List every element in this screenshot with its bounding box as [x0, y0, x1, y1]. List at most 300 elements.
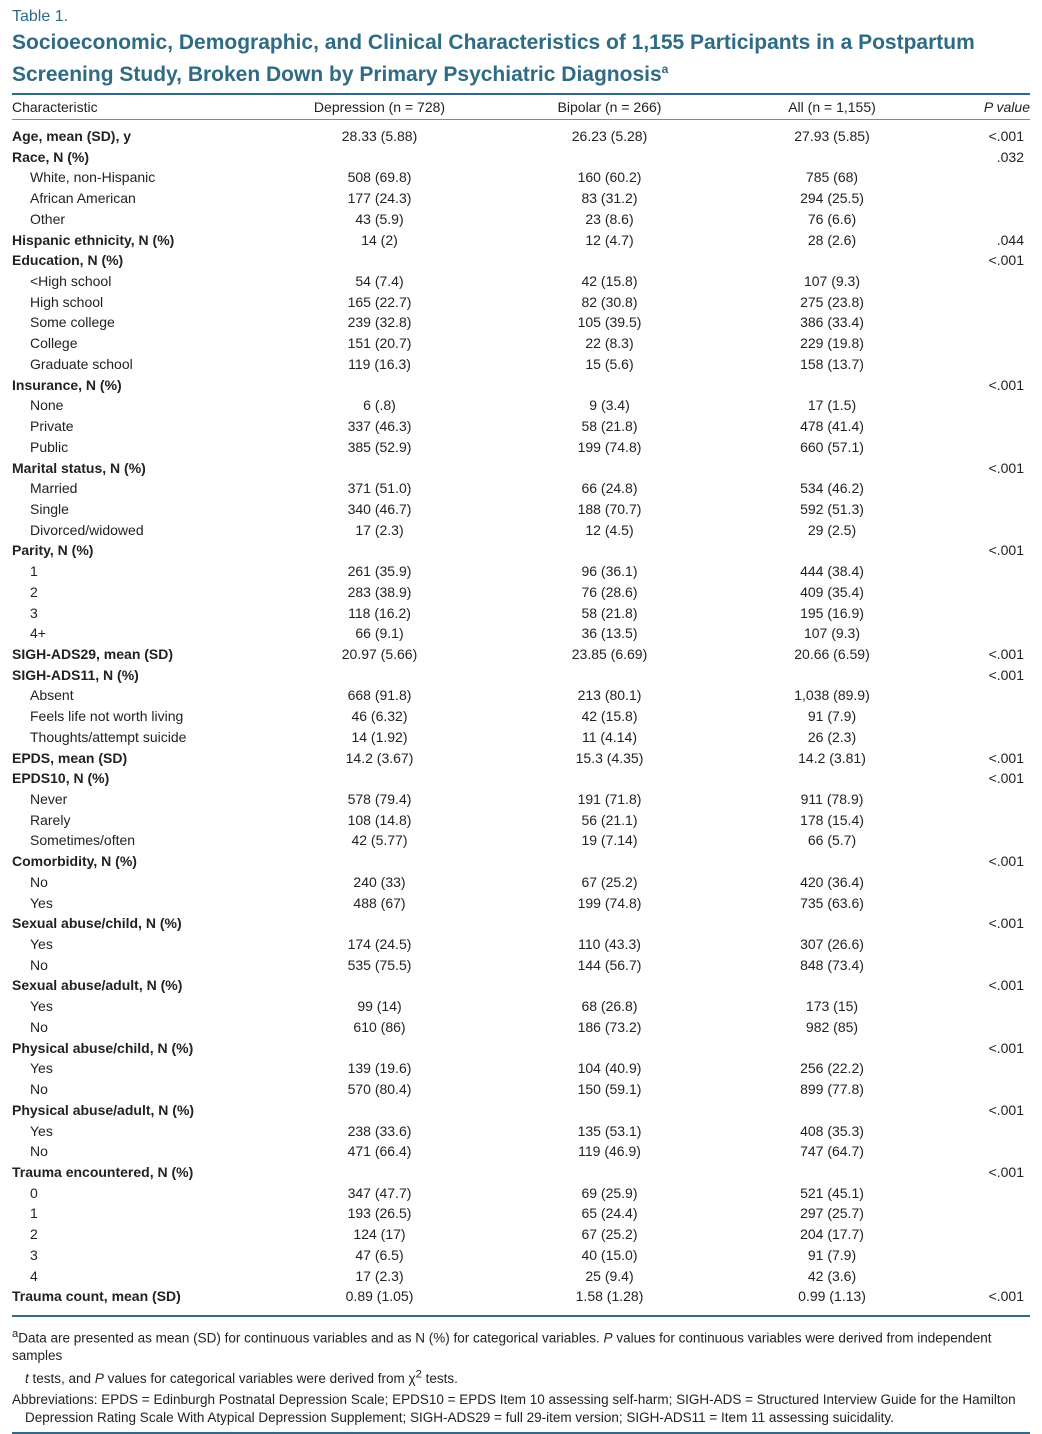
- table-title: [12, 30, 1030, 88]
- cell-bipolar: 12 (4.7): [585, 231, 634, 248]
- abbreviations-line-1: Abbreviations: EPDS = Edinburgh Postnatal Depression Scale; EPDS10 = EPDS Item 10 assessing self-harm; SIGH-ADS = Structured Interview Guide for the Hamilton: [12, 1391, 1016, 1407]
- cell-bipolar: 12 (4.5): [585, 521, 634, 538]
- row-label: No: [30, 1018, 48, 1035]
- cell-bipolar: 40 (15.0): [581, 1246, 638, 1263]
- row-label: 3: [30, 604, 38, 621]
- cell-bipolar: 105 (39.5): [577, 314, 642, 331]
- cell-depression: 28.33 (5.88): [341, 128, 418, 144]
- cell-p-value: <.001: [988, 666, 1024, 683]
- row-label: Never: [30, 791, 68, 807]
- row-label: No: [30, 873, 48, 890]
- cell-depression: [257, 768, 502, 789]
- cell-p-value: <.001: [988, 1039, 1024, 1056]
- footnote-a-italic-t: t: [25, 1370, 29, 1386]
- cell-all: 195 (16.9): [800, 604, 864, 621]
- cell-depression: 239 (32.8): [347, 314, 412, 331]
- cell-depression: 174 (24.5): [347, 936, 412, 953]
- cell-depression: 0.89 (1.05): [345, 1288, 414, 1305]
- row-label: Yes: [30, 998, 53, 1015]
- row-label: Private: [30, 418, 74, 435]
- cell-all: 911 (78.9): [800, 791, 864, 807]
- cell-bipolar: 82 (30.8): [581, 293, 638, 310]
- row-label: Trauma encountered, N (%): [12, 1163, 194, 1180]
- row-label: Thoughts/attempt suicide: [30, 728, 187, 745]
- cell-bipolar: 25 (9.4): [585, 1267, 634, 1284]
- row-label: Divorced/widowed: [30, 521, 144, 538]
- table-row-category: [12, 975, 1030, 996]
- table-row-category: [12, 375, 1030, 396]
- table-row-subcategory: [12, 789, 1030, 810]
- table-row-subcategory: [12, 167, 1030, 188]
- row-label: Feels life not worth living: [30, 708, 184, 725]
- row-label: Other: [30, 210, 66, 227]
- table-row-category: [12, 1038, 1030, 1059]
- row-label: SIGH-ADS11, N (%): [12, 666, 139, 683]
- cell-p-value: <.001: [988, 977, 1024, 994]
- cell-bipolar: 69 (25.9): [581, 1184, 638, 1201]
- table-row-category: [12, 665, 1030, 686]
- cell-bipolar: 23 (8.6): [585, 210, 634, 227]
- cell-depression: 14 (2): [361, 231, 398, 248]
- cell-p-value: [947, 520, 1030, 541]
- cell-all: 14.2 (3.81): [798, 749, 866, 766]
- cell-bipolar: 56 (21.1): [581, 811, 638, 828]
- cell-depression: 108 (14.8): [347, 811, 412, 828]
- cell-depression: [257, 540, 502, 561]
- header-row: [12, 95, 1030, 120]
- cell-all: 20.66 (6.59): [794, 645, 870, 662]
- cell-all: 444 (38.4): [800, 563, 864, 580]
- table-title-text: Socioeconomic, Demographic, and Clinical Characteristics of 1,155 Participants in a Postpartum Screening Study, Broken Down by Primary Psychiatric Diagnosis: [12, 31, 975, 86]
- column-header-characteristic: Characteristic: [12, 95, 257, 120]
- table-row-subcategory: [12, 582, 1030, 603]
- row-label: Trauma count, mean (SD): [12, 1288, 181, 1305]
- cell-bipolar: 58 (21.8): [581, 604, 638, 621]
- cell-bipolar: 42 (15.8): [581, 708, 638, 725]
- column-header-depression: Depression (n = 728): [257, 95, 502, 120]
- cell-all: [717, 851, 947, 872]
- table-row-subcategory: [12, 810, 1030, 831]
- cell-p-value: <.001: [988, 770, 1024, 787]
- table-row-subcategory: [12, 893, 1030, 914]
- row-label: Sexual abuse/child, N (%): [12, 915, 182, 932]
- cell-all: 229 (19.8): [800, 335, 864, 352]
- cell-p-value: <.001: [988, 376, 1024, 393]
- cell-p-value: [947, 582, 1030, 603]
- cell-p-value: [947, 209, 1030, 230]
- cell-depression: 238 (33.6): [347, 1122, 412, 1139]
- table-row-subcategory: [12, 872, 1030, 893]
- table-row-subcategory: [12, 1224, 1030, 1245]
- abbreviations-note: [12, 1391, 1030, 1427]
- cell-depression: [257, 1100, 502, 1121]
- cell-all: 848 (73.4): [800, 956, 864, 973]
- table-row-subcategory: [12, 603, 1030, 624]
- cell-depression: 570 (80.4): [347, 1081, 412, 1098]
- table-row-subcategory: [12, 354, 1030, 375]
- cell-all: 982 (85): [805, 1018, 859, 1035]
- cell-bipolar: 76 (28.6): [581, 583, 638, 600]
- cell-p-value: [947, 1245, 1030, 1266]
- cell-p-value: <.001: [988, 459, 1024, 476]
- table-row-subcategory: [12, 1017, 1030, 1038]
- cell-all: 899 (77.8): [800, 1081, 864, 1098]
- cell-p-value: [947, 478, 1030, 499]
- cell-depression: 43 (5.9): [355, 210, 404, 227]
- cell-all: 66 (5.7): [807, 832, 857, 849]
- footnote-a-text-3: tests, and: [28, 1370, 95, 1386]
- cell-p-value: [947, 333, 1030, 354]
- cell-depression: 42 (5.77): [351, 832, 408, 849]
- cell-all: 107 (9.3): [803, 625, 861, 642]
- cell-depression: [257, 913, 502, 934]
- cell-p-value: [947, 499, 1030, 520]
- cell-depression: 17 (2.3): [355, 1267, 404, 1284]
- footnote-a-text-1: Data are presented as mean (SD) for continuous variables and as N (%) for categorical variables.: [18, 1330, 604, 1346]
- cell-depression: 66 (9.1): [355, 625, 404, 642]
- cell-all: 660 (57.1): [800, 438, 864, 455]
- cell-all: [717, 1038, 947, 1059]
- cell-p-value: <.001: [988, 749, 1024, 766]
- row-label: 1: [30, 563, 38, 580]
- cell-all: [717, 1100, 947, 1121]
- cell-all: 42 (3.6): [807, 1267, 857, 1284]
- cell-bipolar: [502, 147, 717, 168]
- row-label: African American: [30, 190, 136, 207]
- cell-p-value: [947, 1183, 1030, 1204]
- cell-bipolar: 119 (46.9): [578, 1143, 641, 1160]
- cell-depression: 151 (20.7): [347, 335, 412, 352]
- cell-bipolar: [502, 913, 717, 934]
- cell-p-value: <.001: [988, 1163, 1024, 1180]
- table-row-category: [12, 1162, 1030, 1183]
- cell-all: [717, 1162, 947, 1183]
- cell-depression: [257, 458, 502, 479]
- row-label: Absent: [30, 687, 74, 704]
- cell-bipolar: 9 (3.4): [589, 397, 630, 414]
- cell-p-value: [947, 354, 1030, 375]
- table-row-subcategory: [12, 1183, 1030, 1204]
- row-label: 2: [30, 583, 38, 600]
- cell-bipolar: 160 (60.2): [577, 169, 642, 186]
- table-row-subcategory: [12, 1079, 1030, 1100]
- cell-depression: [257, 147, 502, 168]
- row-label: Graduate school: [30, 355, 133, 372]
- table-bottom-rule: [12, 1315, 1030, 1317]
- row-label: Yes: [30, 1060, 53, 1077]
- cell-bipolar: [502, 851, 717, 872]
- table-row-subcategory: [12, 1203, 1030, 1224]
- cell-depression: 240 (33): [353, 873, 406, 890]
- cell-depression: 337 (46.3): [347, 418, 412, 435]
- cell-p-value: [947, 830, 1030, 851]
- cell-all: [717, 458, 947, 479]
- cell-depression: 261 (35.9): [347, 563, 412, 580]
- cell-depression: 165 (22.7): [347, 293, 412, 310]
- cell-bipolar: 135 (53.1): [577, 1122, 642, 1139]
- cell-depression: 535 (75.5): [347, 956, 412, 973]
- table-row-subcategory: [12, 188, 1030, 209]
- cell-p-value: .032: [996, 148, 1024, 165]
- row-label: Public: [30, 438, 69, 455]
- table-row-subcategory: [12, 685, 1030, 706]
- cell-p-value: [947, 1266, 1030, 1287]
- row-label: 3: [30, 1246, 38, 1263]
- table-row-category: [12, 913, 1030, 934]
- footnote-a-italic-p2: P: [94, 1370, 104, 1386]
- cell-p-value: [947, 810, 1030, 831]
- cell-depression: [257, 250, 502, 271]
- cell-all: 747 (64.7): [800, 1143, 864, 1160]
- cell-p-value: [947, 1203, 1030, 1224]
- cell-all: 28 (2.6): [807, 231, 857, 248]
- row-label: Married: [30, 480, 78, 497]
- column-header-bipolar: Bipolar (n = 266): [502, 95, 717, 120]
- cell-bipolar: 58 (21.8): [581, 418, 638, 435]
- cell-bipolar: 67 (25.2): [581, 873, 638, 890]
- table-row-subcategory: [12, 271, 1030, 292]
- cell-bipolar: 96 (36.1): [581, 563, 638, 580]
- row-label: Comorbidity, N (%): [12, 853, 137, 870]
- cell-bipolar: 144 (56.7): [577, 956, 642, 973]
- cell-depression: 371 (51.0): [347, 480, 412, 497]
- row-label: Physical abuse/adult, N (%): [12, 1101, 195, 1118]
- cell-depression: 14 (1.92): [351, 728, 408, 745]
- table-header: [12, 95, 1030, 120]
- characteristics-table: [12, 95, 1030, 1307]
- cell-p-value: [947, 395, 1030, 416]
- cell-depression: 347 (47.7): [347, 1184, 412, 1201]
- cell-p-value: [947, 603, 1030, 624]
- table-row-category: [12, 768, 1030, 789]
- cell-all: 275 (23.8): [800, 293, 864, 310]
- cell-depression: 124 (17): [353, 1226, 406, 1243]
- cell-bipolar: 26.23 (5.28): [571, 128, 648, 144]
- table-row-subcategory: [12, 996, 1030, 1017]
- abbreviations-line-2: Depression Rating Scale With Atypical Depression Supplement; SIGH-ADS29 = full 29-item version; SIGH-ADS11 = Item 11 assessing suicidality.: [25, 1409, 894, 1425]
- cell-p-value: <.001: [988, 1101, 1024, 1118]
- column-header-all: All (n = 1,155): [717, 95, 947, 120]
- table-row-subcategory: [12, 1245, 1030, 1266]
- row-label: EPDS10, N (%): [12, 770, 110, 787]
- cell-all: 785 (68): [805, 169, 859, 186]
- cell-p-value: [947, 934, 1030, 955]
- footnote-a-text-5: tests.: [421, 1370, 458, 1386]
- cell-bipolar: [502, 975, 717, 996]
- table-row-subcategory: [12, 727, 1030, 748]
- cell-all: 158 (13.7): [800, 355, 864, 372]
- row-label: Some college: [30, 314, 115, 331]
- cell-p-value: [947, 685, 1030, 706]
- table-row-subcategory: [12, 312, 1030, 333]
- cell-depression: 578 (79.4): [347, 791, 412, 807]
- cell-depression: 177 (24.3): [347, 190, 412, 207]
- cell-all: 29 (2.5): [807, 521, 857, 538]
- cell-all: 26 (2.3): [807, 728, 857, 745]
- cell-bipolar: [502, 458, 717, 479]
- row-label: No: [30, 956, 48, 973]
- cell-bipolar: 22 (8.3): [585, 335, 634, 352]
- cell-bipolar: [502, 1038, 717, 1059]
- row-label: 4+: [30, 625, 46, 642]
- table-row-category: [12, 748, 1030, 769]
- table-row-subcategory: [12, 395, 1030, 416]
- cell-all: 592 (51.3): [800, 500, 864, 517]
- cell-all: 76 (6.6): [807, 210, 857, 227]
- cell-bipolar: 15 (5.6): [585, 355, 634, 372]
- cell-p-value: [947, 1017, 1030, 1038]
- cell-depression: 139 (19.6): [347, 1060, 412, 1077]
- cell-bipolar: 68 (26.8): [581, 998, 638, 1015]
- cell-bipolar: 36 (13.5): [581, 625, 638, 642]
- cell-bipolar: 67 (25.2): [581, 1226, 638, 1243]
- cell-depression: 99 (14): [357, 998, 402, 1015]
- cell-all: 173 (15): [805, 998, 859, 1015]
- cell-all: 420 (36.4): [800, 873, 864, 890]
- cell-p-value: <.001: [988, 252, 1024, 269]
- cell-p-value: [947, 1224, 1030, 1245]
- cell-all: [717, 768, 947, 789]
- cell-p-value: <.001: [988, 1288, 1024, 1305]
- table-row-subcategory: [12, 934, 1030, 955]
- cell-bipolar: 186 (73.2): [577, 1018, 642, 1035]
- cell-all: 107 (9.3): [803, 273, 861, 290]
- table-row-subcategory: [12, 437, 1030, 458]
- table-row-category: [12, 230, 1030, 251]
- cell-depression: 471 (66.4): [347, 1143, 412, 1160]
- cell-depression: 340 (46.7): [347, 500, 412, 517]
- row-label: Age, mean (SD), y: [12, 128, 132, 144]
- column-header-p-value: [947, 95, 1030, 120]
- cell-p-value: <.001: [988, 853, 1024, 870]
- cell-bipolar: [502, 665, 717, 686]
- row-label: Yes: [30, 1122, 53, 1139]
- row-label: Sometimes/often: [30, 832, 136, 849]
- cell-all: 307 (26.6): [800, 936, 864, 953]
- table-row-subcategory: [12, 333, 1030, 354]
- cell-bipolar: 65 (24.4): [581, 1205, 638, 1222]
- table-row-subcategory: [12, 955, 1030, 976]
- row-label: Education, N (%): [12, 252, 124, 269]
- cell-bipolar: [502, 540, 717, 561]
- row-label: 2: [30, 1226, 38, 1243]
- cell-bipolar: 1.58 (1.28): [575, 1288, 644, 1305]
- cell-depression: 17 (2.3): [355, 521, 404, 538]
- row-label: High school: [30, 293, 104, 310]
- cell-all: 521 (45.1): [800, 1184, 864, 1201]
- cell-bipolar: 150 (59.1): [577, 1081, 642, 1098]
- row-label: Marital status, N (%): [12, 459, 146, 476]
- cell-depression: 6 (.8): [363, 397, 396, 414]
- cell-bipolar: 42 (15.8): [581, 273, 638, 290]
- table-row-subcategory: [12, 1121, 1030, 1142]
- cell-depression: 14.2 (3.67): [345, 749, 414, 766]
- cell-bipolar: [502, 1100, 717, 1121]
- row-label: No: [30, 1081, 48, 1098]
- footnote-a-continuation: [12, 1368, 458, 1386]
- row-label: Rarely: [30, 811, 71, 828]
- table-row-subcategory: [12, 561, 1030, 582]
- cell-p-value: [947, 996, 1030, 1017]
- footnote-a-text-2: values for continuous variables were derived from independent samples: [12, 1330, 992, 1364]
- row-label: Parity, N (%): [12, 542, 94, 559]
- cell-bipolar: 104 (40.9): [577, 1060, 642, 1077]
- table-row-subcategory: [12, 416, 1030, 437]
- cell-depression: [257, 375, 502, 396]
- cell-bipolar: 199 (74.8): [577, 438, 642, 455]
- cell-all: 409 (35.4): [800, 583, 864, 600]
- cell-all: 178 (15.4): [800, 811, 864, 828]
- cell-p-value: <.001: [988, 915, 1024, 932]
- cell-depression: [257, 851, 502, 872]
- cell-p-value: [947, 561, 1030, 582]
- cell-p-value: .044: [996, 231, 1024, 248]
- cell-bipolar: 83 (31.2): [581, 190, 638, 207]
- row-label: Single: [30, 500, 69, 517]
- cell-bipolar: 188 (70.7): [577, 500, 642, 517]
- table-row-subcategory: [12, 1266, 1030, 1287]
- row-label: Yes: [30, 936, 53, 953]
- table-row-subcategory: [12, 623, 1030, 644]
- cell-all: 91 (7.9): [807, 1246, 857, 1263]
- table-row-subcategory: [12, 520, 1030, 541]
- cell-p-value: <.001: [988, 542, 1024, 559]
- cell-p-value: [947, 623, 1030, 644]
- cell-all: 1,038 (89.9): [794, 687, 870, 704]
- row-label: Physical abuse/child, N (%): [12, 1039, 194, 1056]
- cell-depression: 20.97 (5.66): [341, 645, 418, 662]
- cell-depression: 385 (52.9): [347, 438, 412, 455]
- cell-p-value: [947, 188, 1030, 209]
- table-row-category: [12, 250, 1030, 271]
- table-row-category: [12, 540, 1030, 561]
- cell-all: [717, 975, 947, 996]
- table-row-subcategory: [12, 706, 1030, 727]
- cell-p-value: [947, 1121, 1030, 1142]
- cell-bipolar: 199 (74.8): [577, 894, 642, 911]
- table-row-subcategory: [12, 478, 1030, 499]
- cell-bipolar: 213 (80.1): [577, 687, 642, 704]
- cell-p-value: [947, 1141, 1030, 1162]
- cell-all: 386 (33.4): [800, 314, 864, 331]
- table-footnotes: [12, 1325, 1030, 1427]
- cell-depression: [257, 665, 502, 686]
- row-label: White, non-Hispanic: [30, 169, 156, 186]
- cell-all: 0.99 (1.13): [798, 1288, 866, 1305]
- cell-p-value: [947, 416, 1030, 437]
- table-row-subcategory: [12, 292, 1030, 313]
- footnote-a: [12, 1325, 1030, 1388]
- table-row-category: [12, 851, 1030, 872]
- cell-bipolar: 11 (4.14): [582, 728, 637, 745]
- cell-all: [717, 540, 947, 561]
- table-row-category: [12, 147, 1030, 168]
- cell-p-value: [947, 893, 1030, 914]
- cell-bipolar: 19 (7.14): [581, 832, 638, 849]
- cell-all: 256 (22.2): [800, 1060, 864, 1077]
- cell-p-value: [947, 789, 1030, 810]
- cell-depression: 118 (16.2): [348, 604, 411, 621]
- cell-depression: 668 (91.8): [347, 687, 412, 704]
- table-row-subcategory: [12, 209, 1030, 230]
- footnote-a-text-4: values for categorical variables were derived from χ: [103, 1370, 416, 1386]
- table-row-subcategory: [12, 830, 1030, 851]
- cell-bipolar: 191 (71.8): [577, 791, 642, 807]
- cell-p-value: [947, 1058, 1030, 1079]
- cell-bipolar: 15.3 (4.35): [575, 749, 644, 766]
- cell-all: [717, 250, 947, 271]
- cell-p-value: [947, 955, 1030, 976]
